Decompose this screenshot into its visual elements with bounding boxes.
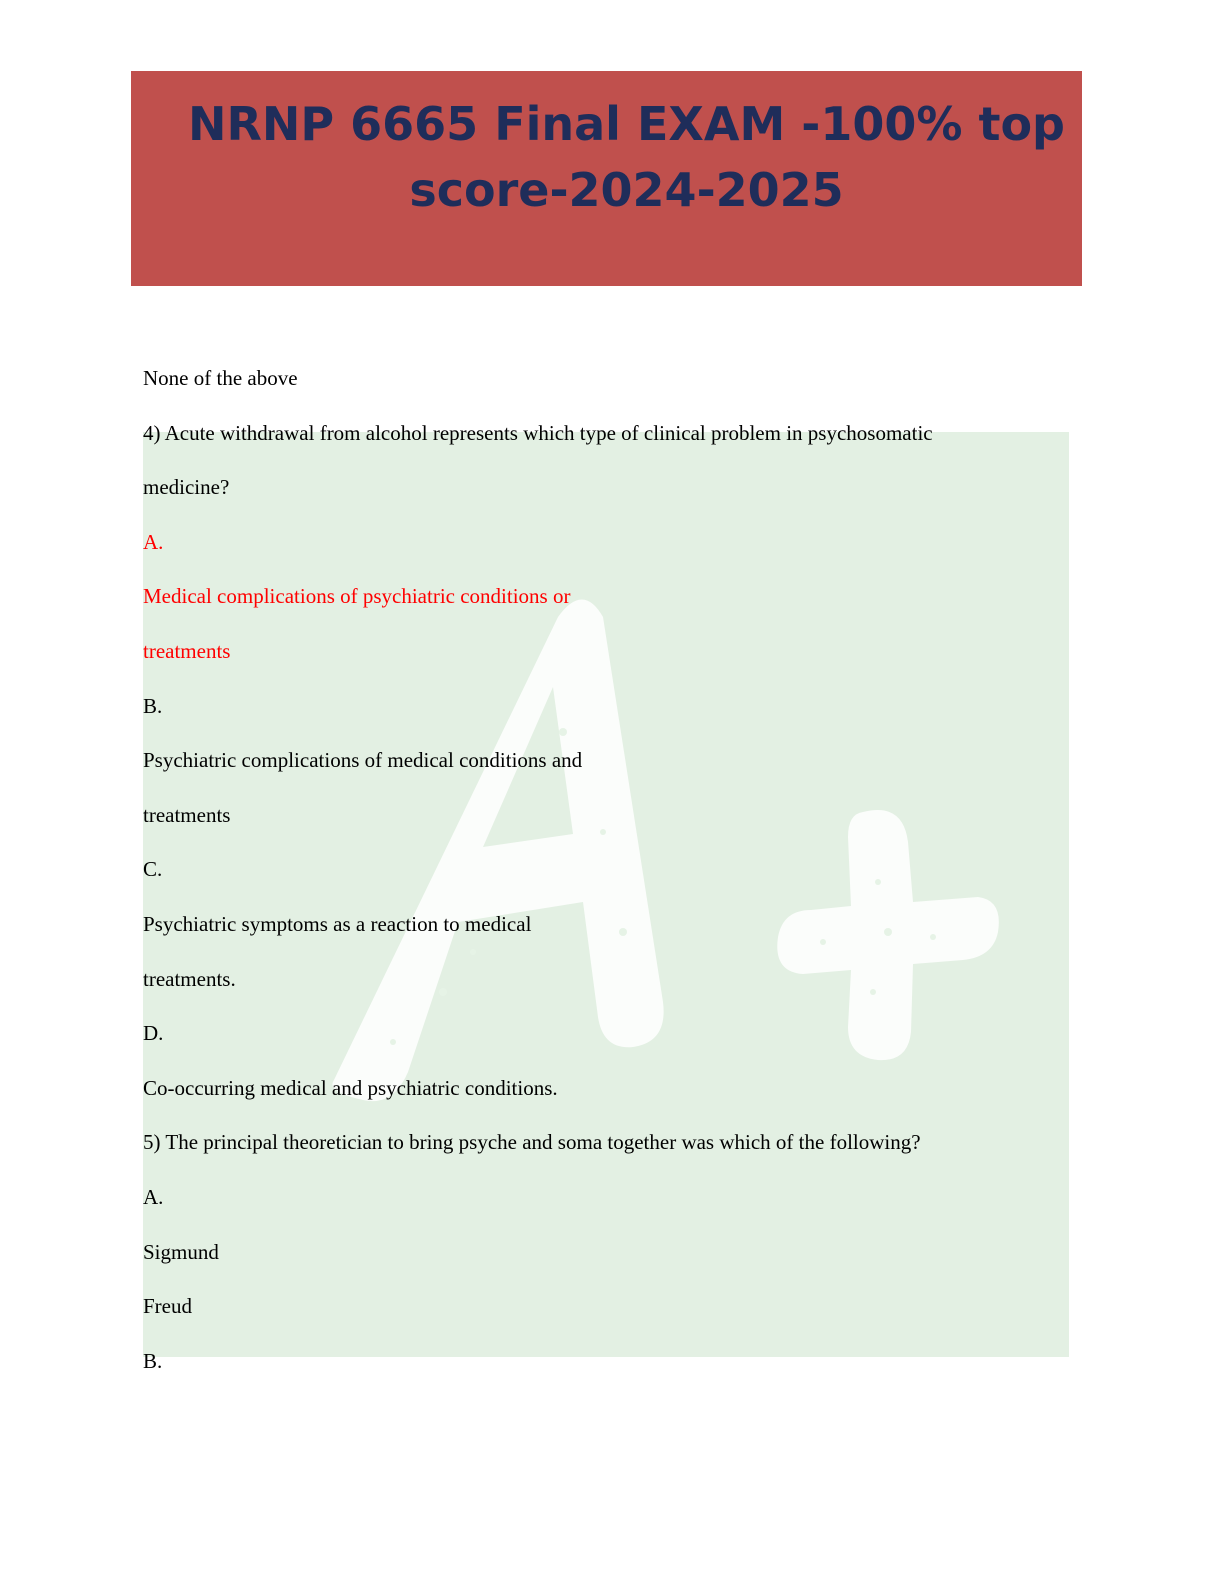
option-a-label: A. [143, 1184, 164, 1209]
document-body [143, 351, 1073, 1388]
option-a-text: Medical complications of psychiatric conditions or [143, 584, 571, 609]
title-line-1: NRNP 6665 Final EXAM -100% top [188, 97, 1065, 151]
option-b-label: B. [143, 1348, 163, 1373]
option-d-text: Co-occurring medical and psychiatric conditions. [143, 1075, 558, 1100]
option-a-text-cont: Freud [143, 1294, 192, 1319]
title-line-2: score-2024-2025 [409, 163, 844, 217]
question-4-text: 4) Acute withdrawal from alcohol represents which type of clinical problem in psychosomatic [143, 420, 933, 445]
option-b-text-cont: treatments [143, 802, 231, 827]
document-title [171, 91, 1082, 223]
question-5-text: 5) The principal theoretician to bring psyche and soma together was which of the following? [143, 1130, 921, 1155]
question-4-text-cont: medicine? [143, 475, 230, 500]
option-a-text: Sigmund [143, 1239, 219, 1264]
option-a-text-cont: treatments [143, 638, 231, 663]
option-b-label: B. [143, 693, 163, 718]
title-banner [131, 71, 1082, 286]
option-a-label: A. [143, 529, 164, 554]
text-line: None of the above [143, 366, 298, 390]
option-c-text-cont: treatments. [143, 966, 236, 991]
option-c-text: Psychiatric symptoms as a reaction to medical [143, 911, 532, 936]
option-b-text: Psychiatric complications of medical conditions and [143, 748, 583, 773]
option-c-label: C. [143, 857, 163, 882]
option-d-label: D. [143, 1021, 164, 1046]
